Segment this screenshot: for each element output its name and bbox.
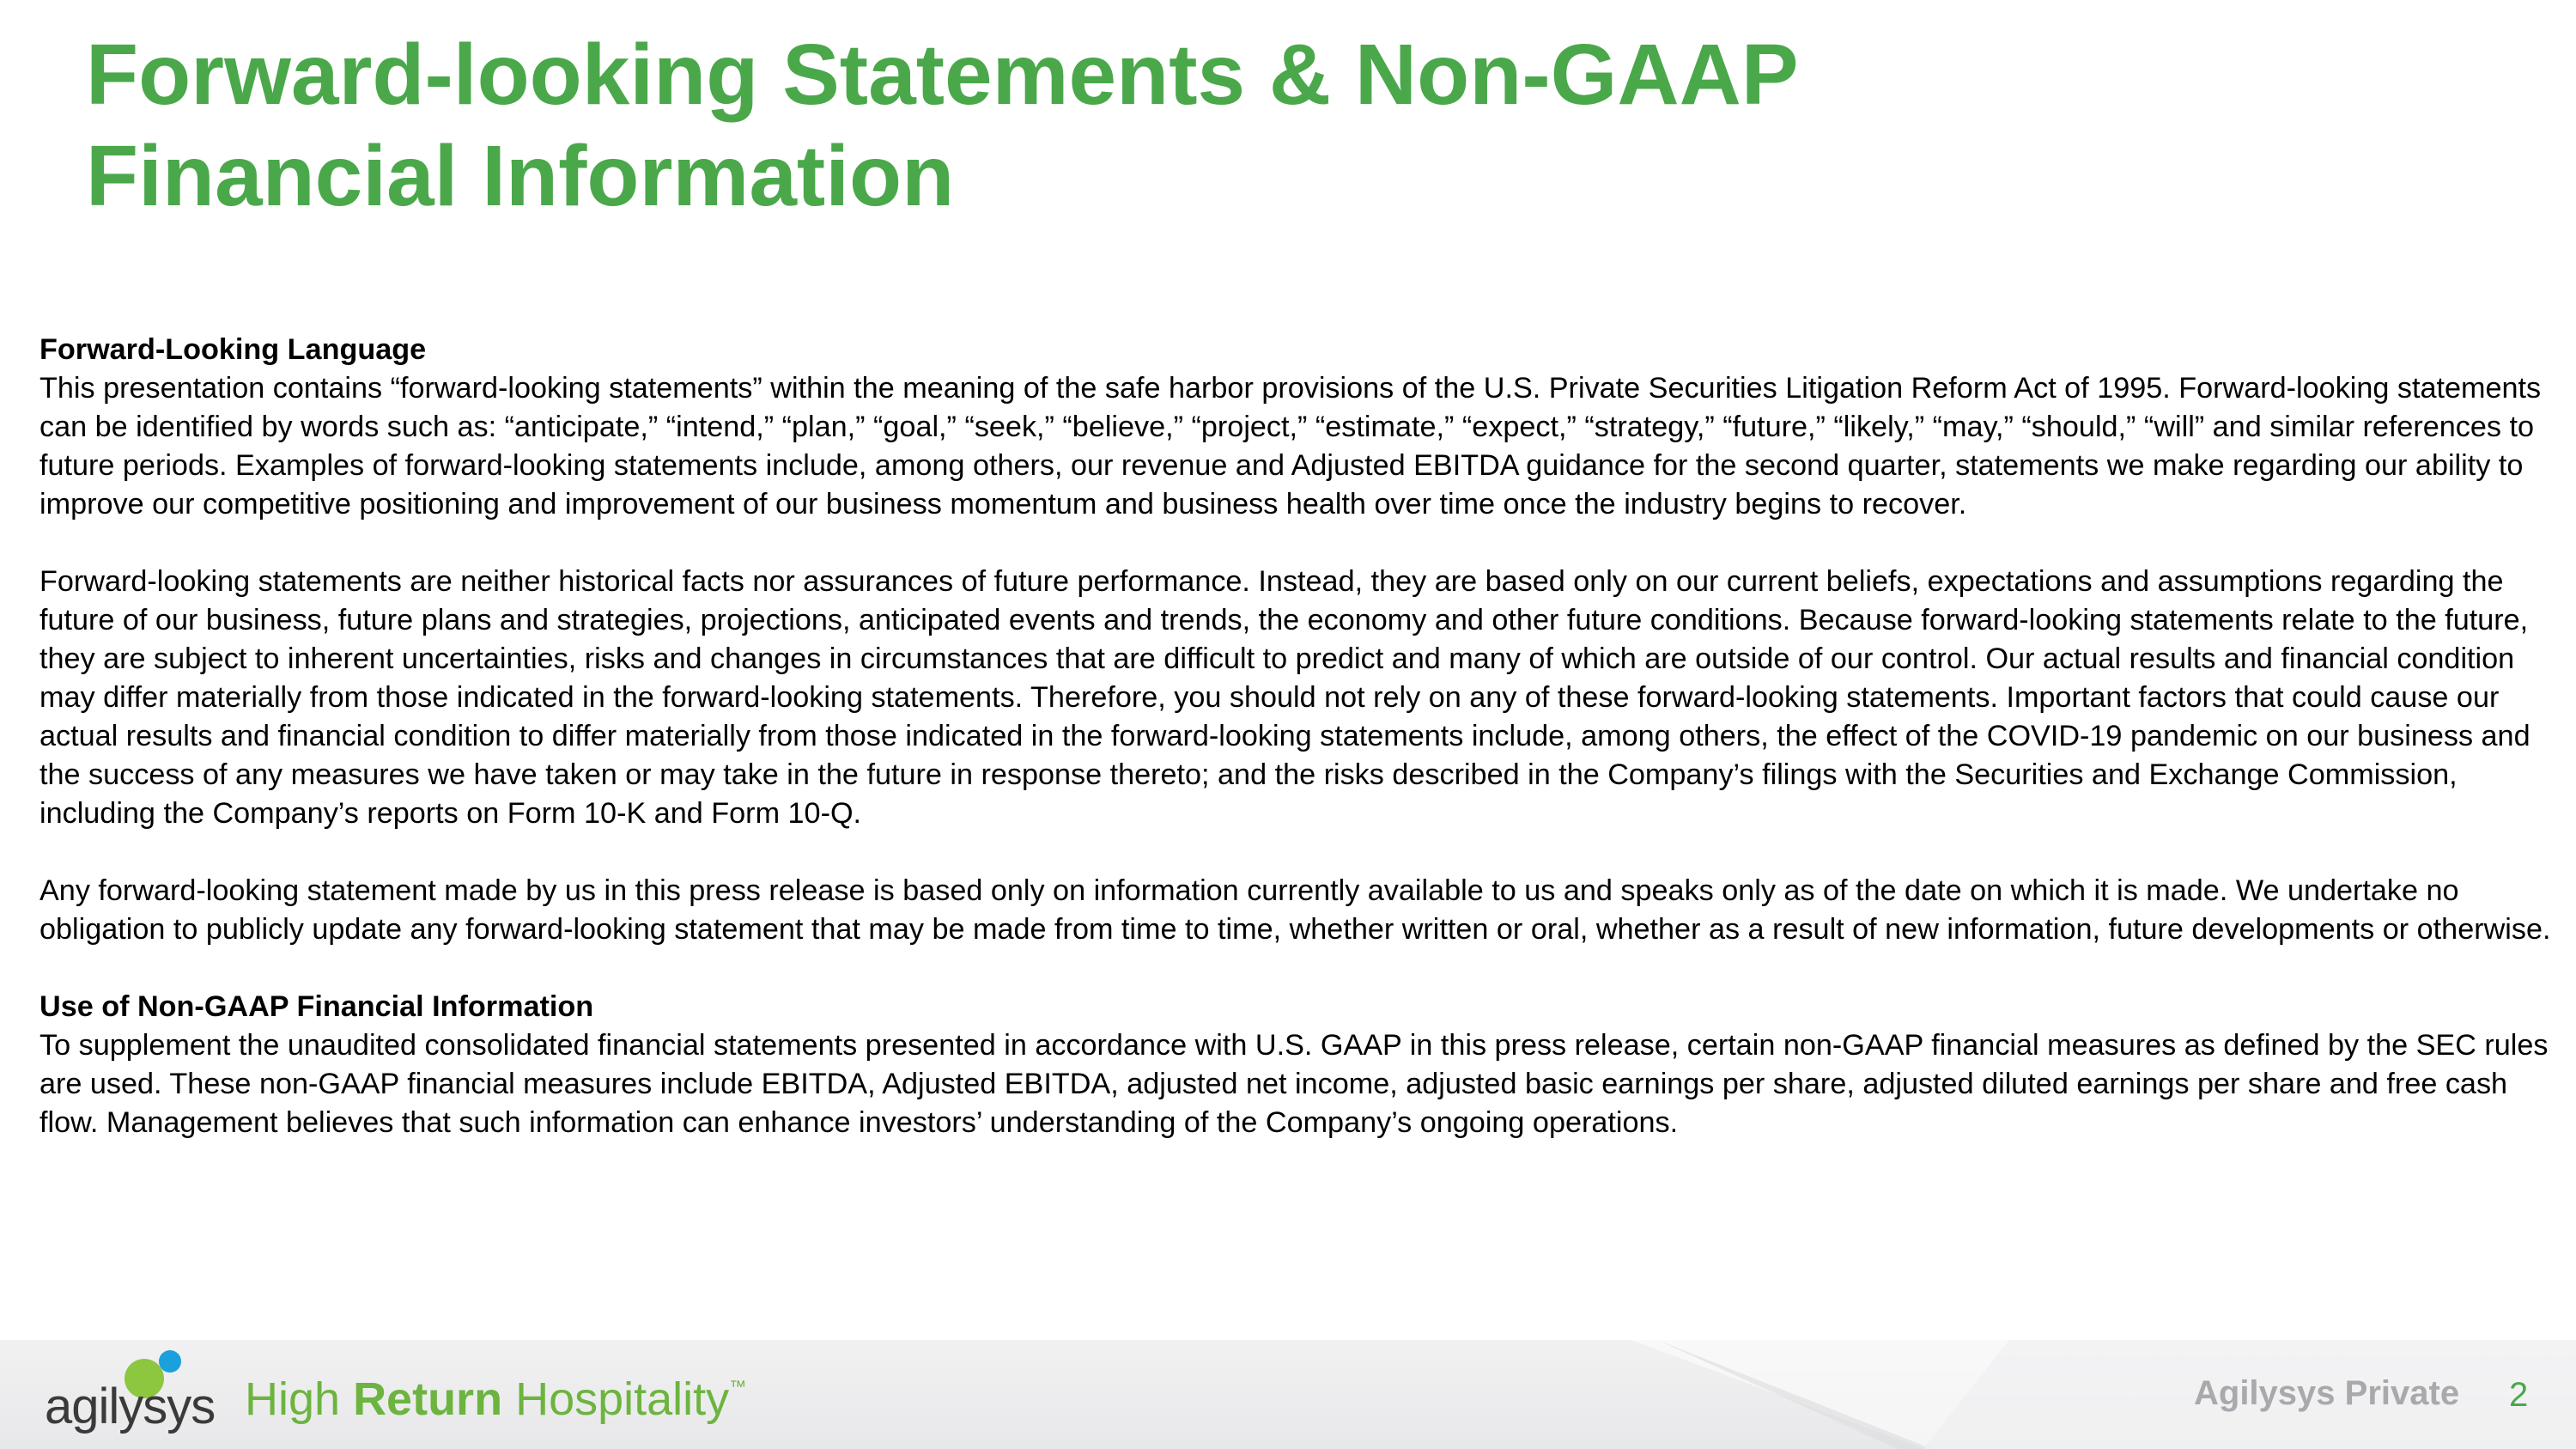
forward-looking-heading: Forward-Looking Language <box>39 333 427 366</box>
trademark-symbol: ™ <box>729 1378 747 1397</box>
non-gaap-section <box>39 988 2551 1142</box>
classification-label: Agilysys Private <box>2194 1374 2460 1412</box>
page-number: 2 <box>2509 1376 2529 1414</box>
slide-title-line-1: Forward-looking Statements & Non-GAAP <box>86 27 1799 123</box>
forward-looking-paragraph-2: Forward-looking statements are neither historical facts nor assurances of future performance. Instead, they are based only on our current beliefs, expectations and assumptions regarding the future of our business, future plans and strategies, projections, anticipated events and trends, the economy and other future conditions. Because forward-looking statements relate to the future, they are subject to inherent uncertainties, risks and changes in circumstances that are difficult to predict and many of which are outside of our control. Our actual results and financial condition may differ materially from those indicated in the forward-looking statements. Therefore, you should not rely on any of these forward-looking statements. Important factors that could cause our actual results and financial condition to differ materially from those indicated in the forward-looking statements include, among others, the effect of the COVID-19 pandemic on our business and the success of any measures we have taken or may take in the future in response thereto; and the risks described in the Company’s filings with the Securities and Exchange Commission, including the Company’s reports on Form 10-K and Form 10-Q. <box>39 565 2530 830</box>
non-gaap-heading: Use of Non-GAAP Financial Information <box>39 990 594 1023</box>
tagline-hospitality: Hospitality <box>502 1373 730 1425</box>
slide-title-line-2: Financial Information <box>86 128 955 224</box>
slide-title <box>86 24 2147 227</box>
tagline-high: High <box>245 1373 354 1425</box>
forward-looking-paragraph-3: Any forward-looking statement made by us in this press release is based only on information currently available to us and speaks only as of the date on which it is made. We undertake no obligation to publicly update any forward-looking statement that may be made from time to time, whether written or oral, whether as a result of new information, future developments or otherwise. <box>39 874 2551 946</box>
forward-looking-section <box>39 331 2551 524</box>
logo-wordmark: agilysys <box>45 1379 216 1434</box>
tagline <box>245 1373 746 1426</box>
tagline-return: Return <box>353 1373 503 1425</box>
agilysys-logo <box>45 1340 234 1449</box>
forward-looking-paragraph-1: This presentation contains “forward-looking statements” within the meaning of the safe harbor provisions of the U.S. Private Securities Litigation Reform Act of 1995. Forward-looking statements can be identified by words such as: “anticipate,” “intend,” “plan,” “goal,” “seek,” “believe,” “project,” “estimate,” “expect,” “strategy,” “future,” “likely,” “may,” “should,” “will” and similar references to future periods. Examples of forward-looking statements include, among others, our revenue and Adjusted EBITDA guidance for the second quarter, statements we make regarding our ability to improve our competitive positioning and improvement of our business momentum and business health over time once the industry begins to recover. <box>39 372 2542 521</box>
slide-footer <box>0 1340 2576 1449</box>
disclaimer-body <box>39 331 2551 1181</box>
non-gaap-paragraph: To supplement the unaudited consolidated financial statements presented in accordance with U.S. GAAP in this press release, certain non-GAAP financial measures as defined by the SEC rules are used. These non-GAAP financial measures include EBITDA, Adjusted EBITDA, adjusted net income, adjusted basic earnings per share, adjusted diluted earnings per share and free cash flow. Management believes that such information can enhance investors’ understanding of the Company’s ongoing operations. <box>39 1029 2549 1139</box>
logo-dot-blue <box>159 1350 181 1373</box>
